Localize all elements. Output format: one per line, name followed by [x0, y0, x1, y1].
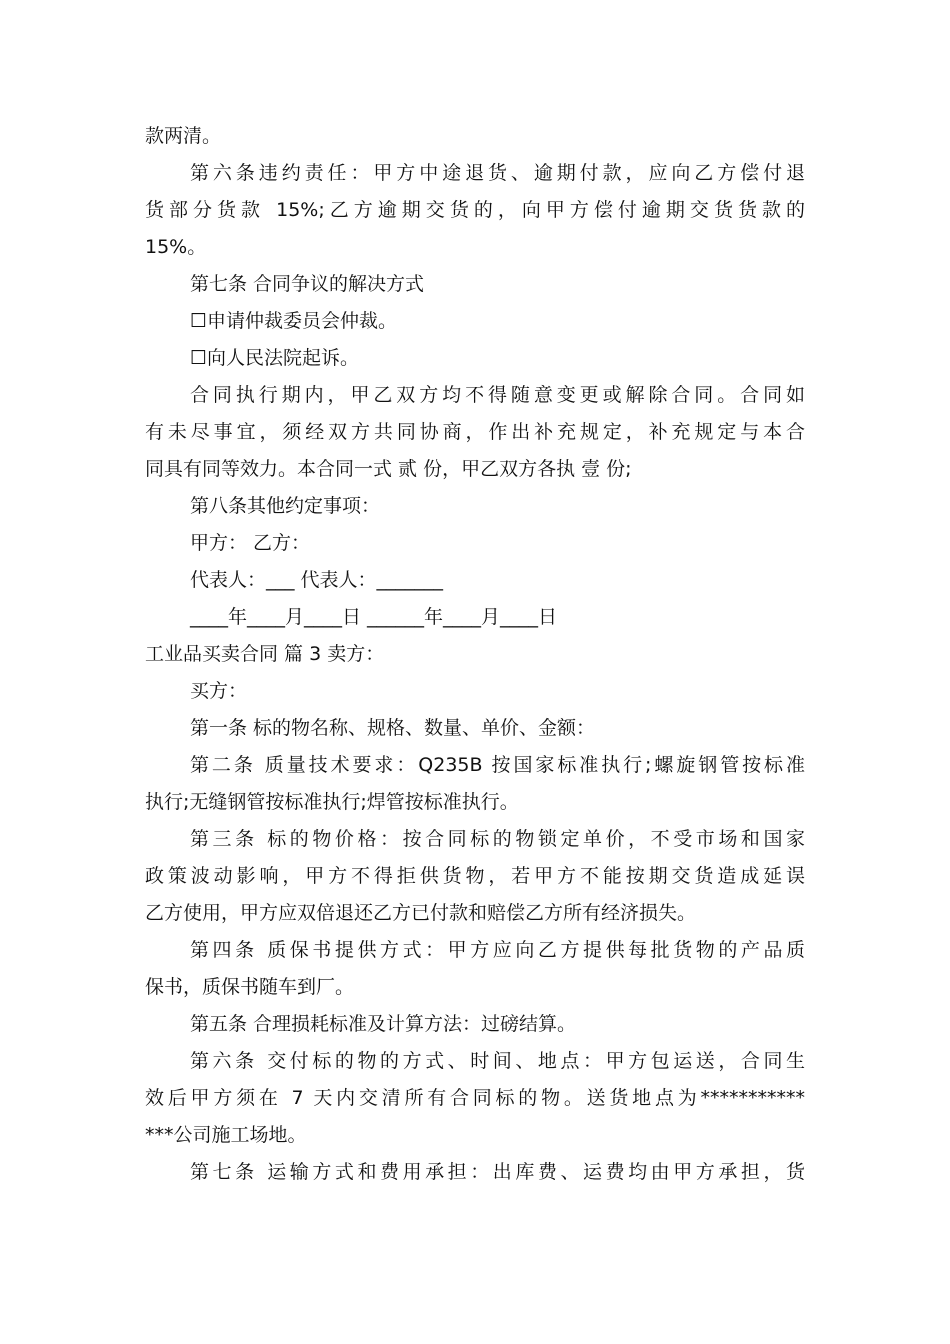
- article-heading: 第八条其他约定事项：: [190, 495, 381, 517]
- signature-parties: 甲方： 乙方：: [190, 532, 311, 554]
- signature-dates: ____年____月____日 ______年____月____日: [190, 606, 558, 628]
- text-line: 第三条 标的物价格：按合同标的物锁定单价，不受市场和国家: [190, 828, 805, 850]
- text-line: 政策波动影响，甲方不得拒供货物，若甲方不能按期交货造成延误: [145, 865, 805, 887]
- text-line: 同具有同等效力。本合同一式 贰 份，甲乙双方各执 壹 份;: [145, 458, 632, 480]
- text-line: 合同执行期内，甲乙双方均不得随意变更或解除合同。合同如: [190, 384, 805, 406]
- section-title: 工业品买卖合同 篇 3 卖方：: [145, 643, 385, 665]
- buyer-label: 买方：: [190, 680, 248, 702]
- text-line: 第六条 交付标的物的方式、时间、地点：甲方包运送，合同生: [190, 1050, 805, 1072]
- article-heading: 第一条 标的物名称、规格、数量、单价、金额：: [190, 717, 596, 739]
- text-line: 保书，质保书随车到厂。: [145, 976, 355, 998]
- text-line: 15%。: [145, 236, 207, 258]
- text-line: 执行;无缝钢管按标准执行;焊管按标准执行。: [145, 791, 519, 813]
- text-line: 效后甲方须在 7 天内交清所有合同标的物。送货地点为***********: [145, 1087, 805, 1109]
- text-line: 第二条 质量技术要求：Q235B 按国家标准执行;螺旋钢管按标准: [190, 754, 805, 776]
- text-line: 第六条违约责任：甲方中途退货、逾期付款，应向乙方偿付退: [190, 162, 805, 184]
- checkbox-option: ☐申请仲裁委员会仲裁。: [190, 310, 398, 332]
- text-line: 第七条 运输方式和费用承担：出库费、运费均由甲方承担，货: [190, 1161, 805, 1183]
- text-line: 款两清。: [145, 125, 222, 147]
- text-line: 乙方使用，甲方应双倍退还乙方已付款和赔偿乙方所有经济损失。: [145, 902, 697, 924]
- signature-representatives: 代表人：___ 代表人：_______: [190, 569, 444, 591]
- text-line: 有未尽事宜，须经双方共同协商，作出补充规定，补充规定与本合: [145, 421, 805, 443]
- text-line: ***公司施工场地。: [145, 1124, 307, 1146]
- text-line: 第四条 质保书提供方式：甲方应向乙方提供每批货物的产品质: [190, 939, 805, 961]
- article-heading: 第七条 合同争议的解决方式: [190, 273, 425, 295]
- checkbox-option: ☐向人民法院起诉。: [190, 347, 360, 369]
- text-line: 货部分货款 15%;乙方逾期交货的，向甲方偿付逾期交货货款的: [145, 199, 805, 221]
- text-line: 第五条 合理损耗标准及计算方法：过磅结算。: [190, 1013, 577, 1035]
